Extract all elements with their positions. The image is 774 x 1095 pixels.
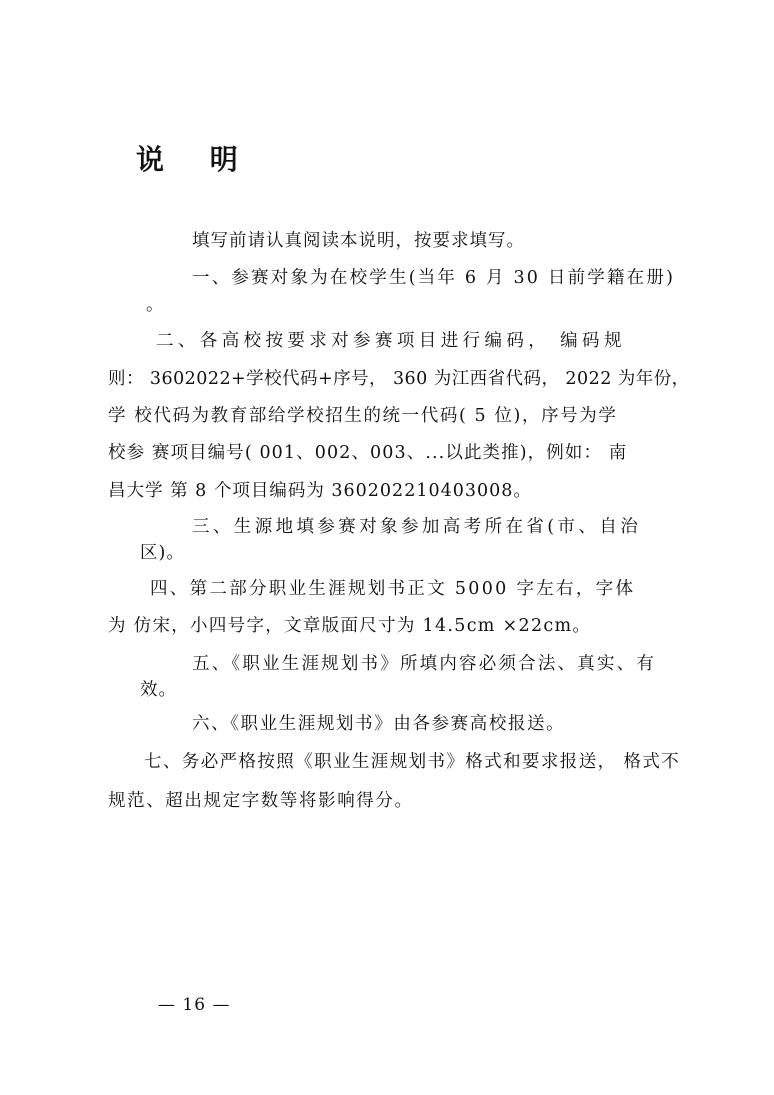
item-5-line-2: 效。 [140,680,177,700]
item-1-line-1: 一、参赛对象为在校学生(当年 6 月 30 日前学籍在册) [192,268,676,288]
item-1-line-2: 。 [146,295,164,315]
item-6-line-1: 六、《职业生涯规划书》由各参赛高校报送。 [192,714,566,734]
page-title: 说 明 [136,143,256,176]
item-3-line-2: 区)。 [140,543,185,563]
item-2-line-5: 昌大学 第 8 个项目编码为 360202210403008。 [108,481,532,501]
intro-line: 填写前请认真阅读本说明，按要求填写。 [192,231,525,251]
item-4-line-1: 四、第二部分职业生涯规划书正文 5000 字左右，字体 [150,579,636,599]
item-2-line-3: 学 校代码为教育部给学校招生的统一代码( 5 位)，序号为学 [108,406,618,426]
item-4-line-2: 为 仿宋，小四号字，文章版面尺寸为 14.5cm ×22cm。 [108,616,592,636]
item-2-line-2: 则： 3602022+学校代码+序号， 360 为江西省代码， 2022 为年份， [108,369,690,389]
item-7-line-2: 规范、超出规定字数等将影响得分。 [108,791,414,811]
item-5-line-1: 五、《职业生涯规划书》所填内容必须合法、真实、有 [192,654,657,674]
item-7-line-1: 七、务必严格按照《职业生涯规划书》格式和要求报送， 格式不 [144,752,681,772]
item-3-line-1: 三、生源地填参赛对象参加高考所在省(市、自治 [192,517,642,537]
item-2-line-1: 二、各高校按要求对参赛项目进行编码， 编码规 [156,331,626,351]
item-2-line-4: 校参 赛项目编号( 001、002、003、...以此类推)，例如： 南 [108,443,628,463]
page-number: — 16 — [158,995,231,1015]
